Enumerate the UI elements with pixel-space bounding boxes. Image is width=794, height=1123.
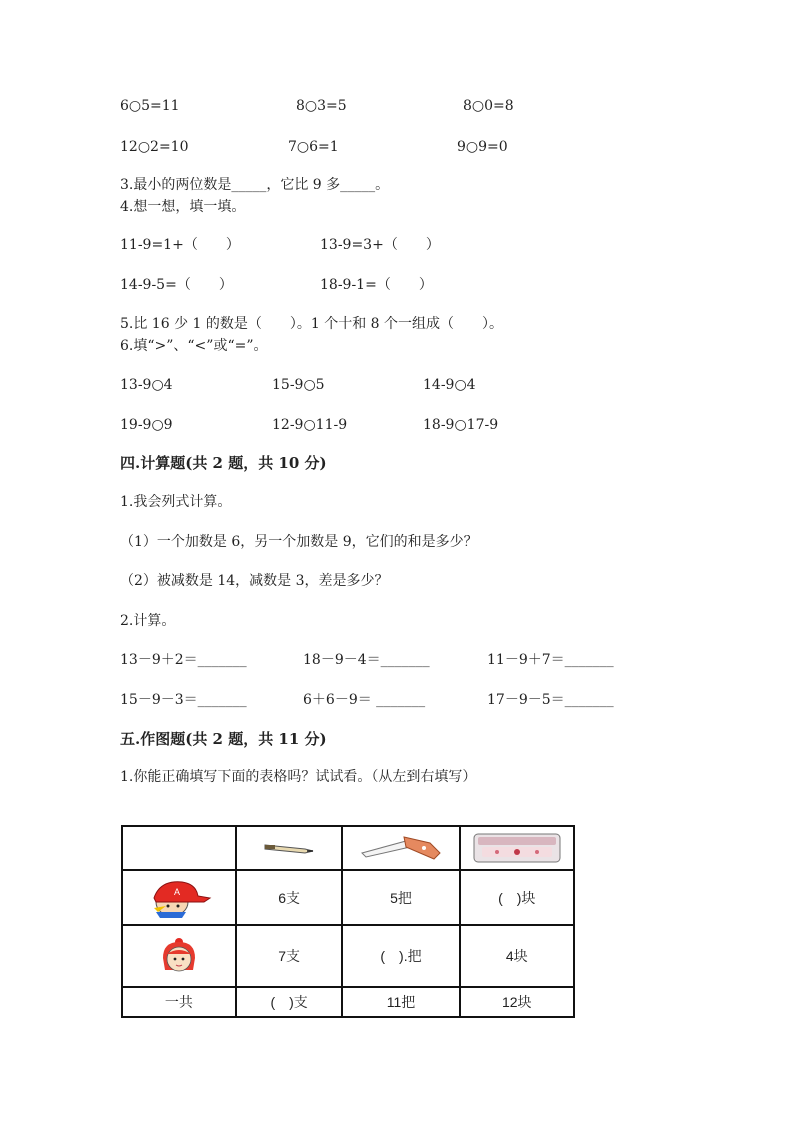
- section-4-question-1a: （1）一个加数是 6，另一个加数是 9，它们的和是多少？: [120, 534, 478, 550]
- compare-5: 12-9○11-9: [272, 417, 348, 433]
- header-pencil-case-cell: [460, 826, 574, 870]
- total-cases-cell: 12块: [460, 987, 574, 1017]
- girl-icon: [123, 934, 235, 978]
- boy-knives-cell: 5把: [342, 870, 459, 925]
- total-knives-cell: 11把: [342, 987, 459, 1017]
- compare-2: 15-9○5: [272, 377, 325, 393]
- equation-4: 12○2=10: [120, 139, 189, 155]
- equation-2: 8○3=5: [296, 98, 347, 114]
- question-3: 3.最小的两位数是_____，它比 9 多_____。: [120, 177, 390, 193]
- question-4: 4.想一想，填一填。: [120, 199, 246, 215]
- boy-cell: [122, 870, 236, 925]
- section-4-question-2: 2.计算。: [120, 613, 176, 629]
- girl-pencils-cell: 7支: [236, 925, 343, 987]
- boy-with-cap-icon: [123, 878, 235, 918]
- compare-3: 14-9○4: [423, 377, 476, 393]
- svg-text:A: A: [173, 886, 180, 897]
- pencil-icon: [237, 840, 342, 856]
- boy-pencils-cell: 6支: [236, 870, 343, 925]
- section-4-heading: 四.计算题(共 2 题，共 10 分): [120, 454, 327, 472]
- calc-2: 18－9－4＝_______: [303, 652, 430, 668]
- equation-5: 7○6=1: [288, 139, 339, 155]
- girl-cell: [122, 925, 236, 987]
- fill-in-table: [121, 825, 575, 1018]
- question-6: 6.填“>”、“<”或“=”。: [120, 338, 268, 354]
- equation-6: 9○9=0: [457, 139, 508, 155]
- calc-4: 15－9－3＝_______: [120, 692, 247, 708]
- compare-6: 18-9○17-9: [423, 417, 499, 433]
- folding-knife-icon: [343, 833, 458, 863]
- fill-4: 18-9-1=（ ）: [320, 277, 433, 293]
- section-5-heading: 五.作图题(共 2 题，共 11 分): [120, 730, 327, 748]
- question-5: 5.比 16 少 1 的数是（ ）。1 个十和 8 个一组成（ ）。: [120, 316, 504, 332]
- equation-3: 8○0=8: [463, 98, 514, 114]
- total-pencils-cell: ( )支: [236, 987, 343, 1017]
- boy-cases-cell: ( )块: [460, 870, 574, 925]
- header-pencil-cell: [236, 826, 343, 870]
- section-4-question-1b: （2）被减数是 14，减数是 3，差是多少？: [120, 573, 389, 589]
- compare-1: 13-9○4: [120, 377, 173, 393]
- calc-3: 11－9＋7＝_______: [487, 652, 614, 668]
- fill-2: 13-9=3+（ ）: [320, 237, 440, 253]
- pencil-case-icon: [461, 831, 573, 865]
- compare-4: 19-9○9: [120, 417, 173, 433]
- equation-1: 6○5=11: [120, 98, 180, 114]
- header-blank-cell: [122, 826, 236, 870]
- total-label-cell: 一共: [122, 987, 236, 1017]
- calc-1: 13－9＋2＝_______: [120, 652, 247, 668]
- fill-3: 14-9-5=（ ）: [120, 277, 233, 293]
- calc-5: 6＋6－9＝ _______: [303, 692, 426, 708]
- section-4-question-1: 1.我会列式计算。: [120, 494, 232, 510]
- girl-cases-cell: 4块: [460, 925, 574, 987]
- fill-1: 11-9=1+（ ）: [120, 237, 240, 253]
- girl-knives-cell: ( ).把: [342, 925, 459, 987]
- header-knife-cell: [342, 826, 459, 870]
- calc-6: 17－9－5＝_______: [487, 692, 614, 708]
- section-5-question-1: 1.你能正确填写下面的表格吗？试试看。（从左到右填写）: [120, 769, 477, 785]
